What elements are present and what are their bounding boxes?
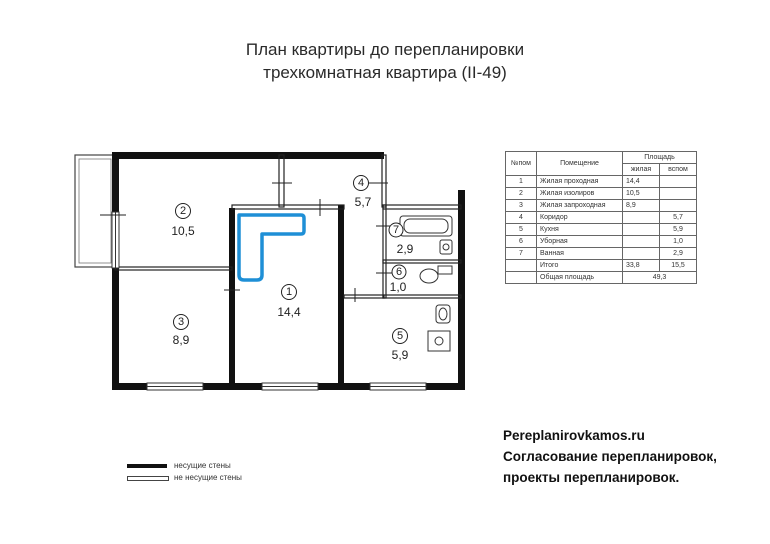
header-living: жилая xyxy=(623,164,660,176)
row-living: 14,4 xyxy=(623,176,660,188)
row-name: Жилая запроходная xyxy=(537,200,623,212)
kitchen-sink xyxy=(436,305,450,323)
svg-text:2: 2 xyxy=(179,205,187,217)
svg-text:5,9: 5,9 xyxy=(391,348,409,362)
svg-text:5: 5 xyxy=(396,330,404,342)
table-row xyxy=(506,224,697,236)
table-header-row xyxy=(506,152,697,164)
row-aux xyxy=(660,176,697,188)
room-label-1 xyxy=(277,285,301,320)
stove xyxy=(428,331,450,351)
header-aux: вспом xyxy=(660,164,697,176)
row-aux: 5,7 xyxy=(660,212,697,224)
table-row xyxy=(506,176,697,188)
bathtub xyxy=(400,216,452,236)
header-area: Площадь xyxy=(623,152,697,164)
svg-text:3: 3 xyxy=(177,316,185,328)
row-name: Коридор xyxy=(537,212,623,224)
row-num: 4 xyxy=(506,212,537,224)
bearing-walls xyxy=(112,152,465,390)
row-living: 8,9 xyxy=(623,200,660,212)
row-aux xyxy=(660,200,697,212)
row-num: 5 xyxy=(506,224,537,236)
svg-text:4: 4 xyxy=(357,177,365,189)
legend-bearing-label: несущие стены xyxy=(174,461,231,470)
windows xyxy=(112,212,426,390)
room-label-2 xyxy=(171,204,195,239)
room-label-3 xyxy=(173,315,190,348)
table-row xyxy=(506,188,697,200)
row-name: Уборная xyxy=(537,236,623,248)
svg-text:7: 7 xyxy=(392,224,400,236)
room-label-4 xyxy=(354,176,372,210)
room-label-6 xyxy=(390,265,407,294)
brand-tagline-2: проекты перепланировок. xyxy=(503,470,680,485)
svg-text:10,5: 10,5 xyxy=(171,224,195,238)
row-num: 7 xyxy=(506,248,537,260)
svg-text:5,7: 5,7 xyxy=(354,195,372,209)
row-living xyxy=(623,212,660,224)
toilet xyxy=(420,266,452,283)
svg-text:14,4: 14,4 xyxy=(277,305,301,319)
total-label: Итого xyxy=(537,260,623,272)
row-aux: 5,9 xyxy=(660,224,697,236)
overall-value: 49,3 xyxy=(623,272,697,284)
row-num: 1 xyxy=(506,176,537,188)
room-label-5 xyxy=(392,329,409,363)
balcony xyxy=(75,155,115,267)
row-living xyxy=(623,248,660,260)
total-living: 33,8 xyxy=(623,260,660,272)
row-name: Жилая проходная xyxy=(537,176,623,188)
row-aux: 1,0 xyxy=(660,236,697,248)
highlight-outline xyxy=(239,215,304,280)
header-room: Помещение xyxy=(537,152,623,176)
table-total-row xyxy=(506,260,697,272)
table-row xyxy=(506,236,697,248)
row-living: 10,5 xyxy=(623,188,660,200)
table-row xyxy=(506,248,697,260)
brand-site: Pereplanirovkamos.ru xyxy=(503,428,645,443)
row-num: 3 xyxy=(506,200,537,212)
area-table xyxy=(505,151,697,284)
svg-text:6: 6 xyxy=(395,266,403,278)
row-aux xyxy=(660,188,697,200)
legend-bearing-swatch xyxy=(127,464,167,468)
plan-title: План квартиры до перепланировки xyxy=(245,40,525,59)
header-num: №пом xyxy=(506,152,537,176)
table-row xyxy=(506,212,697,224)
partition-walls xyxy=(115,155,461,298)
row-living xyxy=(623,224,660,236)
row-num: 6 xyxy=(506,236,537,248)
total-aux: 15,5 xyxy=(660,260,697,272)
row-name: Кухня xyxy=(537,224,623,236)
row-living xyxy=(623,236,660,248)
row-aux: 2,9 xyxy=(660,248,697,260)
legend-nonbearing-label: не несущие стены xyxy=(174,473,242,482)
overall-label: Общая площадь xyxy=(537,272,623,284)
row-num: 2 xyxy=(506,188,537,200)
sink-bathroom xyxy=(440,240,452,254)
room-label-7 xyxy=(389,223,414,256)
row-name: Жилая изолиров xyxy=(537,188,623,200)
row-name: Ванная xyxy=(537,248,623,260)
plan-subtitle: трехкомнатная квартира (II-49) xyxy=(263,63,507,82)
svg-text:1,0: 1,0 xyxy=(389,280,407,294)
svg-text:1: 1 xyxy=(285,286,293,298)
brand-tagline-1: Согласование перепланировок, xyxy=(503,449,717,464)
legend-nonbearing-swatch xyxy=(127,476,169,481)
table-row xyxy=(506,200,697,212)
table-overall-row xyxy=(506,272,697,284)
svg-text:2,9: 2,9 xyxy=(396,242,414,256)
door-openings xyxy=(100,183,392,302)
svg-text:8,9: 8,9 xyxy=(172,333,190,347)
